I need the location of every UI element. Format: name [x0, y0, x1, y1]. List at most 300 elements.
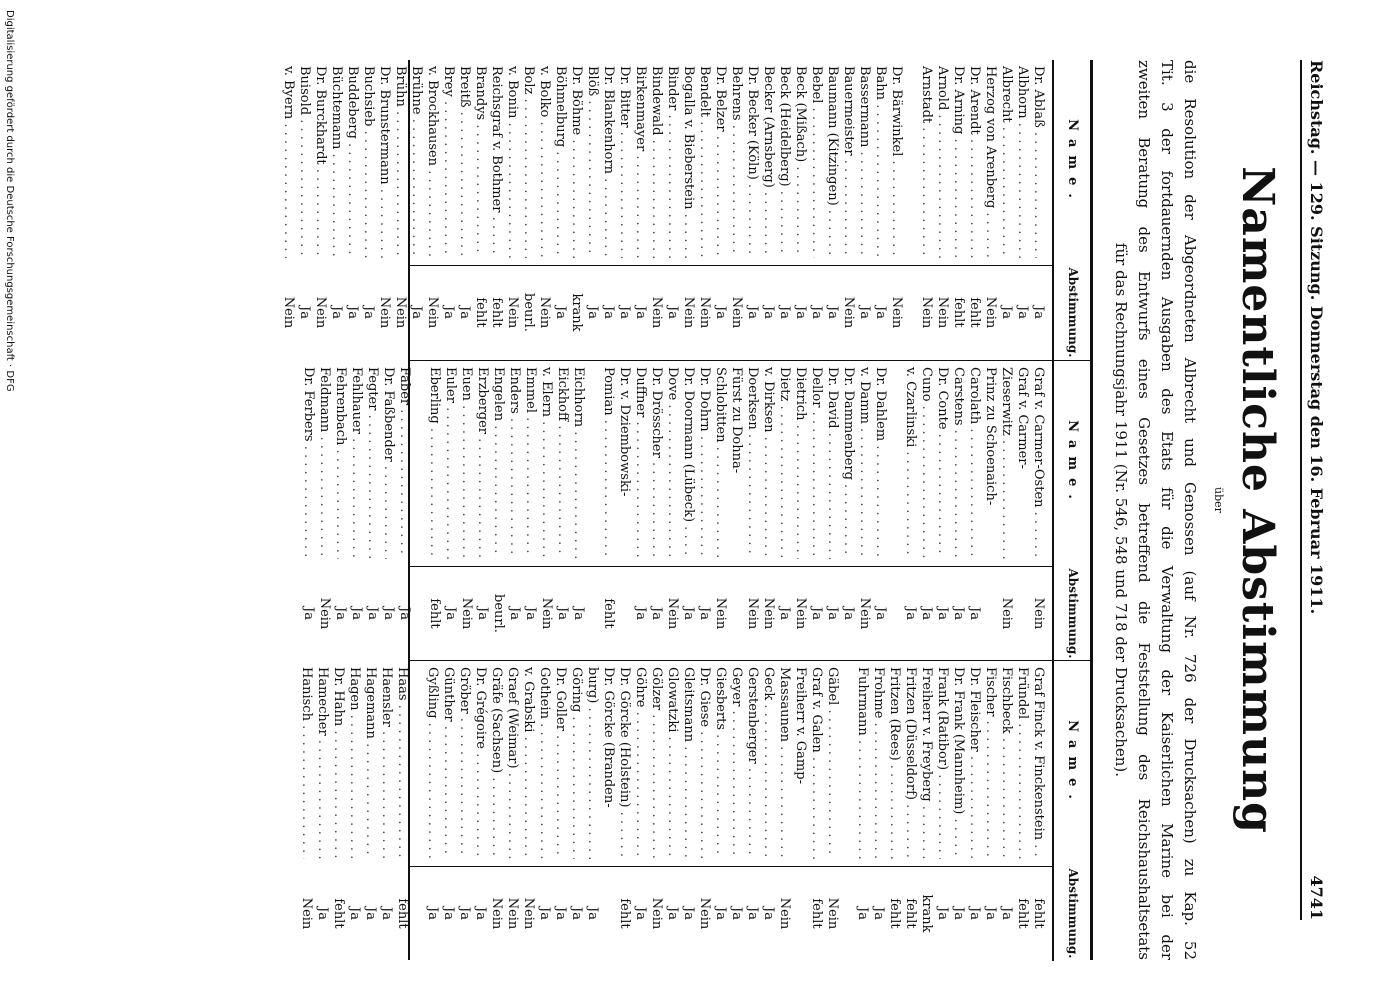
- member-name: Geck . . .: [760, 667, 776, 859]
- group-gap: [904, 60, 918, 360]
- table-row: [344, 60, 360, 360]
- table-row: [536, 661, 552, 961]
- vote-value: fehlt: [617, 898, 632, 929]
- vote-value: Ja: [397, 607, 412, 620]
- member-name: Dr. Conte . . .: [934, 367, 950, 559]
- table-row: [616, 661, 632, 961]
- member-name: Arnold . . .: [934, 66, 950, 258]
- running-header: Reichstag. — 129. Sitzung. Donnerstag den 16. Februar 1911.: [1307, 60, 1326, 615]
- vote-column: [299, 660, 1090, 961]
- member-name: Frank (Ratibor) . . .: [934, 667, 950, 859]
- table-row: [424, 60, 440, 360]
- member-name: Buddeberg . . .: [344, 66, 360, 258]
- member-name: Hagemann . . .: [362, 667, 378, 859]
- table-row: [776, 361, 792, 661]
- table-row: [712, 361, 728, 661]
- vote-value: Ja: [457, 907, 472, 920]
- vote-value: Nein: [825, 897, 840, 930]
- vote-value: Nein: [649, 897, 664, 930]
- vote-value: Ja: [315, 907, 330, 920]
- vote-value: Nein: [761, 597, 776, 630]
- member-name: Freiherr v. Freyberg . . .: [918, 667, 934, 859]
- table-row: [664, 661, 680, 961]
- table-row: [632, 661, 648, 961]
- member-name: Dr. Faßbender . . .: [380, 367, 396, 559]
- vote-value: Ja: [633, 607, 648, 620]
- table-row: [616, 60, 632, 360]
- vote-value: Ja: [697, 607, 712, 620]
- table-row: [856, 361, 872, 661]
- member-name: Euler . . .: [442, 367, 458, 559]
- member-name: Reichsgraf v. Bothmer . . .: [488, 66, 504, 258]
- row-list: [280, 60, 1046, 360]
- vote-value: Ja: [475, 607, 490, 620]
- table-row: [872, 361, 888, 661]
- member-name: Gröber . . .: [456, 667, 472, 859]
- table-row: [538, 361, 554, 661]
- table-row: [328, 60, 344, 360]
- member-name: Arnstadt . . .: [918, 66, 934, 258]
- member-name: Emmel . . .: [522, 367, 538, 559]
- vote-value: Ja: [855, 907, 870, 920]
- table-row: [300, 361, 316, 661]
- member-name: Buisold . . .: [296, 66, 312, 258]
- table-row: [1030, 361, 1046, 661]
- vote-column: [301, 360, 1090, 661]
- table-row: [950, 361, 966, 661]
- table-row: [982, 661, 998, 961]
- member-name: Schlobitten . . .: [712, 367, 728, 559]
- vote-value: Ja: [633, 907, 648, 920]
- vote-value: Nein: [313, 296, 328, 329]
- vote-value: Ja: [507, 607, 522, 620]
- member-name: Gräfe (Sachsen) . . .: [488, 667, 504, 859]
- table-row: [824, 60, 840, 360]
- vote-value: Nein: [281, 296, 296, 329]
- table-row: [648, 60, 664, 360]
- member-name: Büchtemann . . .: [328, 66, 344, 258]
- table-row: [872, 60, 888, 360]
- vote-value: Ja: [381, 607, 396, 620]
- vote-value: Ja: [841, 607, 856, 620]
- vote-value: Ja: [633, 306, 648, 319]
- vote-value: Ja: [665, 306, 680, 319]
- vote-value: Nein: [521, 897, 536, 930]
- table-row: [744, 60, 760, 360]
- vote-value: Ja: [555, 607, 570, 620]
- table-row: [348, 361, 364, 661]
- member-name: Gyßling . . .: [424, 667, 440, 859]
- vote-value: Ja: [825, 607, 840, 620]
- table-row: [840, 361, 856, 661]
- vote-value: Ja: [665, 907, 680, 920]
- vote-value: fehlt: [951, 297, 966, 328]
- vote-value: Ja: [409, 306, 424, 319]
- member-name: Bauermeister . . .: [840, 66, 856, 258]
- member-name: Binder . . .: [664, 66, 680, 258]
- vote-value: fehlt: [809, 898, 824, 929]
- vote-value: Ja: [935, 607, 950, 620]
- table-row: [1014, 60, 1030, 360]
- member-name: Dr. Grégoire . . .: [472, 667, 488, 859]
- member-name: Dr. Böhme . . .: [568, 66, 584, 258]
- member-name: Dr. Bärwinkel . . .: [888, 66, 904, 258]
- member-name: v. Byern . . .: [280, 66, 296, 258]
- table-row: [902, 361, 918, 661]
- vote-value: fehlt: [473, 297, 488, 328]
- member-name: Eickhoff . . .: [554, 367, 570, 559]
- vote-value: Ja: [363, 907, 378, 920]
- vote-value: fehlt: [1031, 898, 1046, 929]
- intro-paragraph: [1109, 60, 1201, 960]
- group-gap: [586, 361, 600, 661]
- member-name: Bendelt . . .: [696, 66, 712, 258]
- member-name: Bebel . . .: [808, 66, 824, 258]
- table-row: [934, 60, 950, 360]
- member-name: Dr. Ferbers . . .: [300, 367, 316, 559]
- vote-value: Nein: [729, 296, 744, 329]
- page-header: [1296, 60, 1326, 920]
- member-name: Enders . . .: [506, 367, 522, 559]
- member-name: Dr. Becker (Köln) . . .: [744, 66, 760, 258]
- table-row: [744, 361, 760, 661]
- member-name: Geyer . . .: [728, 667, 744, 859]
- member-name: Euen . . .: [458, 367, 474, 559]
- member-name: Bindewald . . .: [648, 66, 664, 258]
- vote-value: Nein: [983, 296, 998, 329]
- group-gap: [888, 361, 902, 661]
- member-name: Birkenmayer . . .: [632, 66, 648, 258]
- table-row: [982, 361, 998, 661]
- table-row: [966, 60, 982, 360]
- member-name: Frohme . . .: [870, 667, 886, 859]
- title-subline: über: [1212, 487, 1225, 513]
- intro-line: Tit. 3 der fortdauernden Ausgaben des Etats für die Verwaltung der Kaiserlichen Marine bei der: [1158, 60, 1176, 960]
- member-name: v. Damm . . .: [856, 367, 872, 559]
- member-name: Dr. Hahn . . .: [330, 667, 346, 859]
- member-name: Brühn . . .: [392, 66, 408, 258]
- member-name: Gölzer . . .: [648, 667, 664, 859]
- member-name: Blöß . . .: [584, 66, 600, 258]
- vote-value: Ja: [745, 306, 760, 319]
- member-name: v. Brockhausen . . .: [424, 66, 440, 258]
- vote-value: Ja: [345, 306, 360, 319]
- table-row: [664, 60, 680, 360]
- member-name: Eberling . . .: [426, 367, 442, 559]
- vote-value: Nein: [777, 897, 792, 930]
- column-header: [1052, 60, 1090, 360]
- table-row: [934, 661, 950, 961]
- table-row: [554, 361, 570, 661]
- member-name: Engelen . . .: [490, 367, 506, 559]
- vote-value: Nein: [999, 597, 1014, 630]
- table-row: [568, 661, 584, 961]
- vote-value: Ja: [1031, 306, 1046, 319]
- table-row: [886, 661, 902, 961]
- table-row: [854, 661, 870, 961]
- member-name: Graf v. Carmer-Osten . . .: [1030, 367, 1046, 559]
- vote-value: Nein: [681, 296, 696, 329]
- table-row: [298, 661, 314, 961]
- vote-value: Nein: [889, 296, 904, 329]
- vote-value: Ja: [457, 306, 472, 319]
- member-name: Dr. Ablaß . . .: [1030, 66, 1046, 258]
- vote-value: krank: [569, 293, 584, 332]
- vote-value: fehlt: [887, 898, 902, 929]
- vote-value: fehlt: [903, 898, 918, 929]
- vote-value: Ja: [569, 907, 584, 920]
- table-row: [312, 60, 328, 360]
- member-name: Dr. Frank (Mannheim) . . .: [950, 667, 966, 859]
- table-row: [316, 361, 332, 661]
- table-row: [918, 661, 934, 961]
- table-row: [1030, 60, 1046, 360]
- table-row: [488, 60, 504, 360]
- vote-value: Ja: [379, 907, 394, 920]
- table-row: [552, 661, 568, 961]
- table-row: [840, 60, 856, 360]
- table-row: [616, 361, 632, 661]
- member-name: Bolz . . .: [520, 66, 536, 258]
- table-row: [648, 361, 664, 661]
- member-name: Dietz . . .: [776, 367, 792, 559]
- table-row: [520, 60, 536, 360]
- vote-value: Ja: [523, 607, 538, 620]
- vote-value: Ja: [329, 306, 344, 319]
- vote-value: Ja: [777, 607, 792, 620]
- member-name: Haas . . .: [394, 667, 410, 859]
- vote-value: Ja: [713, 907, 728, 920]
- table-row: [680, 361, 696, 661]
- table-row: [424, 661, 440, 961]
- vote-value: Ja: [951, 907, 966, 920]
- intro-line: die Resolution der Abgeordneten Albrecht und Genossen (auf Nr. 726 der Drucksachen) zu Kap. 52: [1181, 60, 1199, 960]
- table-row: [760, 60, 776, 360]
- vote-value: Nein: [489, 897, 504, 930]
- vote-value: Nein: [841, 296, 856, 329]
- vote-value: Ja: [777, 306, 792, 319]
- member-name: Dr. Belzer . . .: [712, 66, 728, 258]
- vote-value: Ja: [967, 607, 982, 620]
- table-row: [584, 661, 600, 961]
- member-name: Dove . . .: [664, 367, 680, 559]
- vote-value: Ja: [441, 306, 456, 319]
- table-row: [998, 361, 1014, 661]
- vote-value: Nein: [713, 597, 728, 630]
- member-name: v. Czarlinski . . .: [902, 367, 918, 559]
- table-row: [442, 361, 458, 661]
- page-number: 4741: [1307, 875, 1326, 920]
- table-row: [394, 661, 410, 961]
- vote-value: Ja: [571, 607, 586, 620]
- member-name: Graef (Weimar) . . .: [504, 667, 520, 859]
- vote-value: Ja: [681, 907, 696, 920]
- vote-value: Ja: [1015, 306, 1030, 319]
- member-name: Dr. Doormann (Lübeck) . . .: [680, 367, 696, 559]
- member-name: Fischbeck . . .: [998, 667, 1014, 859]
- vote-value: beurl.: [521, 293, 536, 332]
- table-row: [568, 60, 584, 360]
- member-name: Böhmelburg . . .: [552, 66, 568, 258]
- vote-value: Nein: [537, 296, 552, 329]
- vote-value: Nein: [745, 597, 760, 630]
- table-row: [808, 361, 824, 661]
- member-name: Behrens . . .: [728, 66, 744, 258]
- member-name: Dellor . . .: [808, 367, 824, 559]
- vote-value: Ja: [825, 306, 840, 319]
- table-row: [378, 661, 394, 961]
- member-name: Baumann (Kitzingen) . . .: [824, 66, 840, 258]
- vote-value: Nein: [857, 597, 872, 630]
- table-row: [760, 661, 776, 961]
- table-row: [458, 361, 474, 661]
- member-name: Dr. Burckhardt . . .: [312, 66, 328, 258]
- vote-value: Ja: [873, 306, 888, 319]
- vote-value: Ja: [649, 607, 664, 620]
- vote-value: Ja: [473, 907, 488, 920]
- vote-value: Ja: [361, 306, 376, 319]
- table-row: [488, 661, 504, 961]
- table-row: [712, 661, 728, 961]
- member-name: Fehrenbach . . .: [332, 367, 348, 559]
- member-name: Günther . . .: [440, 667, 456, 859]
- table-row: [1014, 361, 1030, 661]
- member-name: v. Bolko . . .: [536, 66, 552, 258]
- vote-value: fehlt: [967, 297, 982, 328]
- vote-value: Ja: [301, 607, 316, 620]
- vote-value: Ja: [761, 907, 776, 920]
- table-row: [536, 60, 552, 360]
- group-gap: [840, 661, 854, 961]
- vote-value: Ja: [297, 306, 312, 319]
- vote-value: Ja: [537, 907, 552, 920]
- member-name: Beck (Mißach) . . .: [792, 66, 808, 258]
- table-row: [600, 661, 616, 961]
- table-row: [918, 60, 934, 360]
- vote-column: [281, 60, 1090, 360]
- table-row: [744, 661, 760, 961]
- member-name: Dr. Fleischer . . .: [966, 667, 982, 859]
- vote-value: Nein: [935, 296, 950, 329]
- table-row: [728, 661, 744, 961]
- row-list: [300, 361, 1046, 661]
- table-row: [346, 661, 362, 961]
- member-name: Dr. Dammenberg . . .: [840, 367, 856, 559]
- member-name: Prinz zu Schoenaich-: [983, 367, 998, 506]
- member-name: Buchsieb . . .: [360, 66, 376, 258]
- table-row: [600, 60, 616, 360]
- member-name: Zieserwitz . . .: [998, 367, 1014, 559]
- vote-value: Ja: [935, 907, 950, 920]
- table-row: [456, 661, 472, 961]
- vote-value: Ja: [999, 306, 1014, 319]
- vote-value: Ja: [793, 306, 808, 319]
- table-row: [696, 60, 712, 360]
- table-row: [330, 661, 346, 961]
- vote-value: Nein: [539, 597, 554, 630]
- member-name: Albrecht . . .: [998, 66, 1014, 258]
- table-row: [296, 60, 312, 360]
- table-row: [522, 361, 538, 661]
- table-row: [728, 361, 744, 661]
- table-row: [360, 60, 376, 360]
- vote-value: beurl.: [491, 594, 506, 633]
- member-name: Hanisch . . .: [298, 667, 314, 859]
- member-name: Cuno . . .: [918, 367, 934, 559]
- vote-table: [281, 60, 1093, 960]
- table-row: [712, 60, 728, 360]
- member-name: Gothein . . .: [536, 667, 552, 859]
- table-row: [392, 60, 408, 360]
- member-name: Haensler . . .: [378, 667, 394, 859]
- member-name: Brandys . . .: [472, 66, 488, 258]
- member-name: Pomian . . .: [600, 367, 616, 559]
- member-name: Massaunen . . .: [776, 667, 792, 859]
- vote-value: Ja: [365, 607, 380, 620]
- vote-value: Nein: [317, 597, 332, 630]
- vote-value: Ja: [425, 907, 440, 920]
- header-vote: Abstimmung.: [1066, 267, 1080, 358]
- column-header: [1052, 661, 1090, 961]
- vote-value: Ja: [809, 306, 824, 319]
- vote-value: Ja: [681, 607, 696, 620]
- member-name: v. Bonin . . .: [504, 66, 520, 258]
- table-row: [332, 361, 348, 661]
- header-rule: [1300, 60, 1302, 920]
- header-name: Name.: [1065, 420, 1080, 507]
- vote-value: Ja: [729, 907, 744, 920]
- table-row: [440, 661, 456, 961]
- member-name: Graf v. Carmer-: [1015, 367, 1030, 469]
- vote-value: Ja: [713, 306, 728, 319]
- table-row: [474, 361, 490, 661]
- member-name: v. Grabski . . .: [520, 667, 536, 859]
- member-name: Beck (Heidelberg) . . .: [776, 66, 792, 258]
- member-name: Dr. Blankenhorn . . .: [600, 66, 616, 258]
- member-name: Herzog von Arenberg . . .: [982, 66, 998, 258]
- member-name: Göring . . .: [568, 667, 584, 859]
- member-name: Dr. Goller . . .: [552, 667, 568, 859]
- member-name: Dr. Bitter . . .: [616, 66, 632, 258]
- table-row: [664, 361, 680, 661]
- member-name: Brey . . .: [440, 66, 456, 258]
- vote-value: Nein: [793, 597, 808, 630]
- header-vote: Abstimmung.: [1066, 868, 1080, 959]
- member-name: Feldmann . . .: [316, 367, 332, 559]
- table-row: [408, 60, 424, 360]
- member-name: Fründel . . .: [1014, 667, 1030, 859]
- vote-value: Ja: [873, 607, 888, 620]
- member-name: Dr. Dohrn . . .: [696, 367, 712, 559]
- table-row: [504, 60, 520, 360]
- vote-value: Nein: [425, 296, 440, 329]
- group-gap: [410, 661, 424, 961]
- table-row: [314, 661, 330, 961]
- intro-line: für das Rechnungsjahr 1911 (Nr. 546, 548 und 718 der Drucksachen).: [1112, 242, 1130, 778]
- table-row: [1030, 661, 1046, 961]
- table-row: [888, 60, 904, 360]
- vote-value: Ja: [919, 607, 934, 620]
- table-row: [918, 361, 934, 661]
- member-name: Bassermann . . .: [856, 66, 872, 258]
- vote-value: Ja: [951, 607, 966, 620]
- member-name: Dr. Görcke (Holstein) . . .: [616, 667, 632, 859]
- member-name: Becker (Arnsberg) . . .: [760, 66, 776, 258]
- table-row: [934, 361, 950, 661]
- member-name: Hamecher . . .: [314, 667, 330, 859]
- member-name: Brühne . . .: [408, 66, 424, 258]
- vote-value: Ja: [347, 907, 362, 920]
